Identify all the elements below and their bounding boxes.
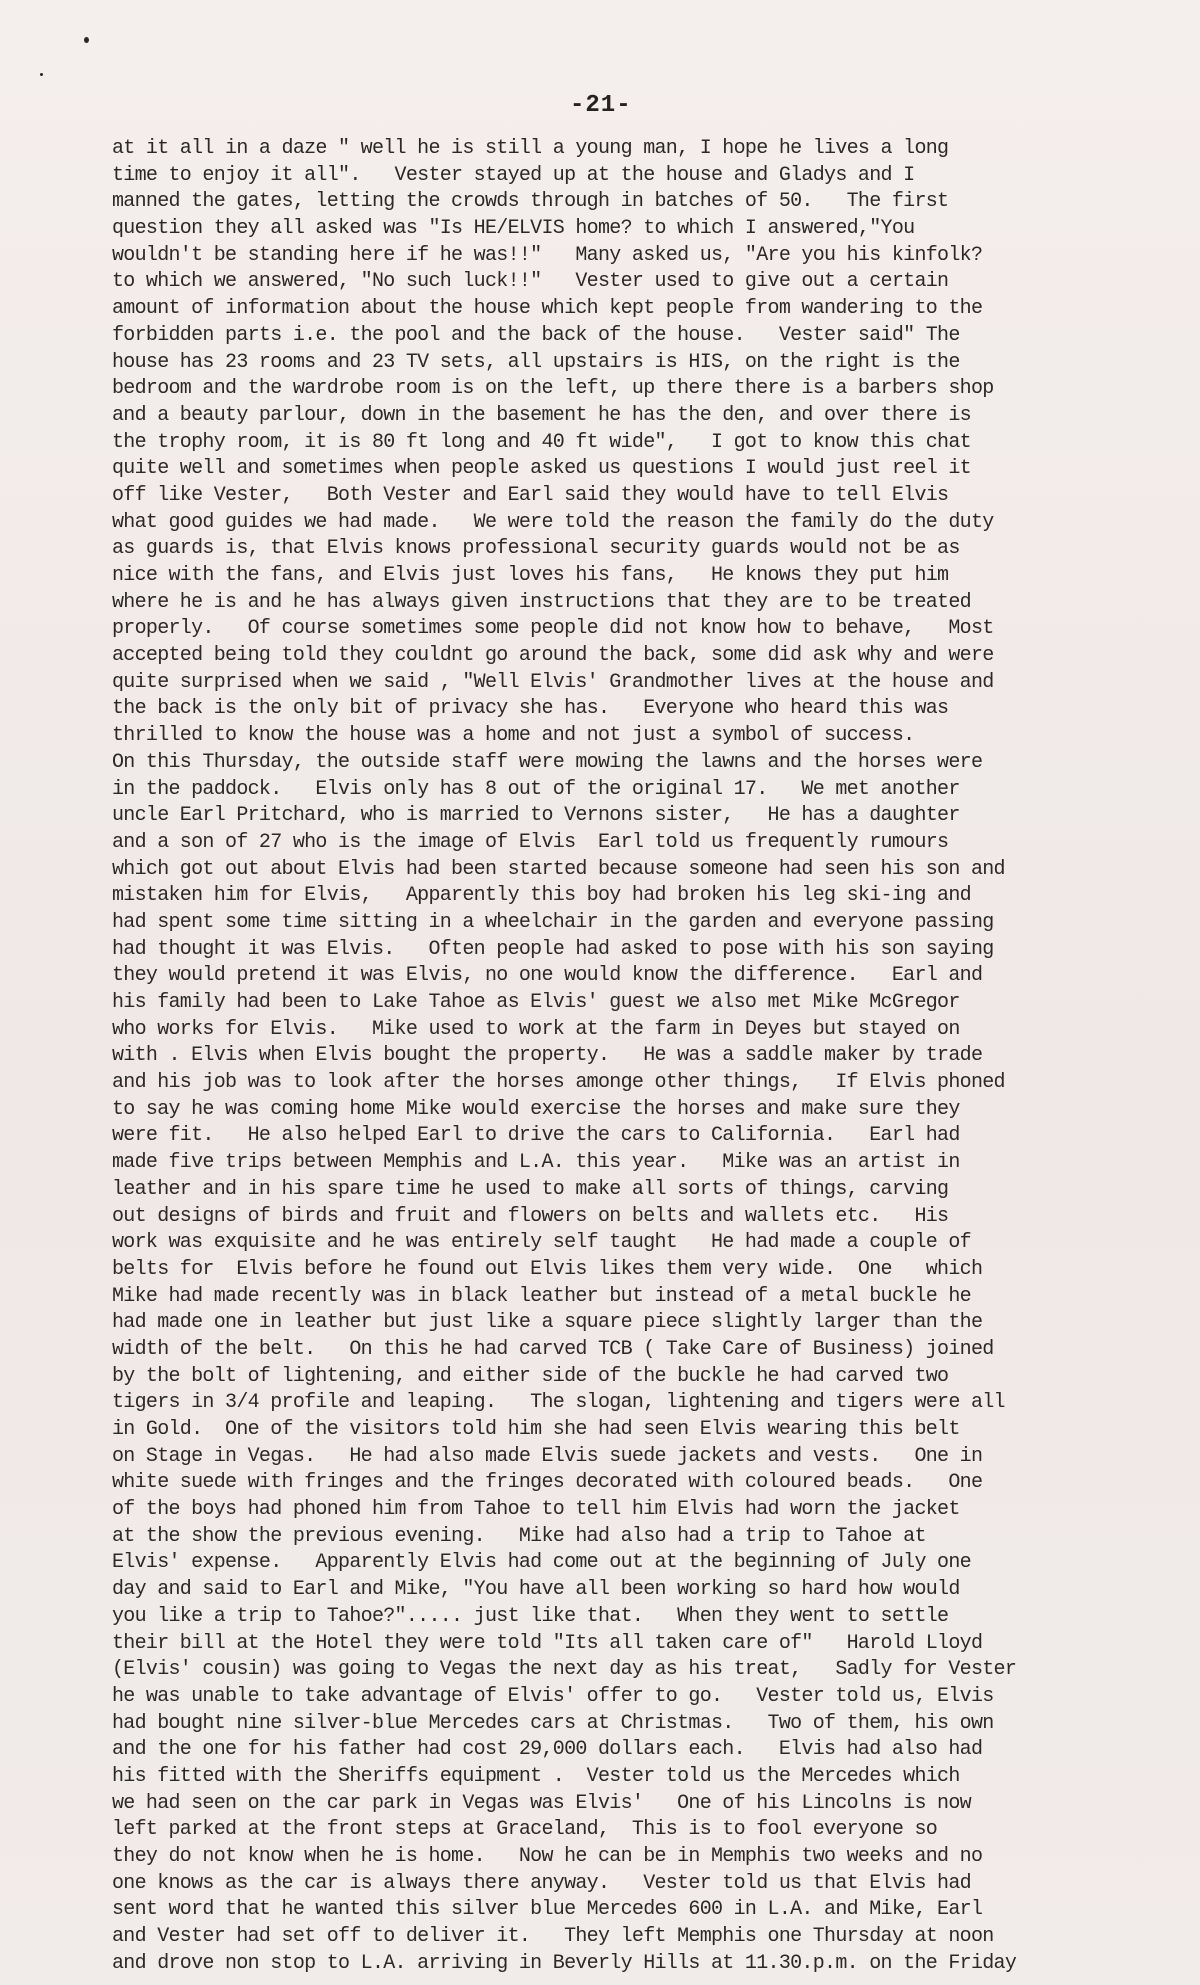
text-line: and drove non stop to L.A. arriving in Beverly Hills at 11.30.p.m. on the Friday xyxy=(112,1951,1017,1975)
text-line: and the one for his father had cost 29,000 dollars each. Elvis had also had xyxy=(112,1738,983,1762)
text-line: in Gold. One of the visitors told him she had seen Elvis wearing this belt xyxy=(112,1418,960,1441)
text-line: forbidden parts i.e. the pool and the back of the house. Vester said" The xyxy=(112,323,960,347)
text-line: accepted being told they couldnt go around the back, some did ask why and were xyxy=(112,644,994,668)
text-line: at it all in a daze " well he is still a young man, I hope he lives a long xyxy=(112,137,949,160)
text-line: of the boys had phoned him from Tahoe to tell him Elvis had worn the jacket xyxy=(112,1498,960,1522)
text-line: had bought nine silver-blue Mercedes cars at Christmas. Two of them, his own xyxy=(112,1711,994,1735)
text-line: and a beauty parlour, down in the basement he has the den, and over there is xyxy=(112,403,971,427)
text-line: he was unable to take advantage of Elvis' offer to go. Vester told us, Elvis xyxy=(112,1684,994,1708)
text-line: off like Vester, Both Vester and Earl said they would have to tell Elvis xyxy=(112,483,949,507)
text-line: what good guides we had made. We were told the reason the family do the duty xyxy=(112,510,994,534)
text-line: leather and in his spare time he used to make all sorts of things, carving xyxy=(112,1177,949,1201)
text-line: the back is the only bit of privacy she has. Everyone who heard this was xyxy=(112,697,949,721)
text-line: tigers in 3/4 profile and leaping. The slogan, lightening and tigers were all xyxy=(112,1391,1005,1415)
text-line: uncle Earl Pritchard, who is married to Vernons sister, He has a daughter xyxy=(112,804,960,828)
text-line: by the bolt of lightening, and either side of the buckle he had carved two xyxy=(112,1364,949,1388)
text-line: house has 23 rooms and 23 TV sets, all upstairs is HIS, on the right is the xyxy=(112,350,960,374)
text-line: and Vester had set off to deliver it. They left Memphis one Thursday at noon xyxy=(112,1925,994,1949)
text-line: as guards is, that Elvis knows professional security guards would not be as xyxy=(112,537,960,561)
text-line: properly. Of course sometimes some people did not know how to behave, Most xyxy=(112,617,994,641)
ink-speck xyxy=(84,37,89,43)
text-line: Mike had made recently was in black leather but instead of a metal buckle he xyxy=(112,1284,971,1308)
text-line: had thought it was Elvis. Often people had asked to pose with his son saying xyxy=(112,937,994,961)
text-line: had made one in leather but just like a square piece slightly larger than the xyxy=(112,1311,983,1335)
text-line: you like a trip to Tahoe?"..... just like that. When they went to settle xyxy=(112,1604,949,1628)
text-line: wouldn't be standing here if he was!!" Many asked us, "Are you his kinfolk? xyxy=(112,243,983,267)
text-line: made five trips between Memphis and L.A. this year. Mike was an artist in xyxy=(112,1151,960,1175)
text-line: had spent some time sitting in a wheelchair in the garden and everyone passing xyxy=(112,910,994,934)
ink-speck xyxy=(40,73,43,76)
text-line: we had seen on the car park in Vegas was Elvis' One of his Lincolns is now xyxy=(112,1791,971,1815)
text-line: and a son of 27 who is the image of Elvis Earl told us frequently rumours xyxy=(112,830,949,854)
text-line: left parked at the front steps at Graceland, This is to fool everyone so xyxy=(112,1818,938,1842)
body-text xyxy=(112,136,1192,1977)
text-line: on Stage in Vegas. He had also made Elvis suede jackets and vests. One in xyxy=(112,1444,983,1468)
text-line: his family had been to Lake Tahoe as Elvis' guest we also met Mike McGregor xyxy=(112,991,960,1014)
text-line: their bill at the Hotel they were told "Its all taken care of" Harold Lloyd xyxy=(112,1631,983,1655)
text-line: to say he was coming home Mike would exercise the horses and make sure they xyxy=(112,1097,960,1121)
text-line: in the paddock. Elvis only has 8 out of the original 17. We met another xyxy=(112,777,960,801)
text-line: were fit. He also helped Earl to drive the cars to California. Earl had xyxy=(112,1124,960,1148)
page-number: -21- xyxy=(570,92,632,119)
text-line: where he is and he has always given instructions that they are to be treated xyxy=(112,590,971,614)
text-line: mistaken him for Elvis, Apparently this boy had broken his leg ski-ing and xyxy=(112,884,971,908)
text-line: one knows as the car is always there anyway. Vester told us that Elvis had xyxy=(112,1871,971,1895)
text-line: white suede with fringes and the fringes decorated with coloured beads. One xyxy=(112,1471,983,1495)
text-line: quite surprised when we said , "Well Elvis' Grandmother lives at the house and xyxy=(112,670,994,694)
text-line: and his job was to look after the horses amonge other things, If Elvis phoned xyxy=(112,1071,1005,1095)
text-line: at the show the previous evening. Mike had also had a trip to Tahoe at xyxy=(112,1524,926,1548)
text-line: (Elvis' cousin) was going to Vegas the next day as his treat, Sadly for Vester xyxy=(112,1658,1017,1682)
text-line: day and said to Earl and Mike, "You have all been working so hard how would xyxy=(112,1578,960,1602)
text-line: Elvis' expense. Apparently Elvis had come out at the beginning of July one xyxy=(112,1551,971,1575)
text-line: quite well and sometimes when people asked us questions I would just reel it xyxy=(112,457,971,481)
text-line: belts for Elvis before he found out Elvis likes them very wide. One which xyxy=(112,1257,983,1281)
text-line: his fitted with the Sheriffs equipment . Vester told us the Mercedes which xyxy=(112,1764,960,1788)
text-line: amount of information about the house which kept people from wandering to the xyxy=(112,297,983,321)
text-line: thrilled to know the house was a home and not just a symbol of success. xyxy=(112,724,915,748)
text-line: they do not know when he is home. Now he can be in Memphis two weeks and no xyxy=(112,1845,983,1868)
text-line: who works for Elvis. Mike used to work at the farm in Deyes but stayed on xyxy=(112,1017,960,1041)
text-line: time to enjoy it all". Vester stayed up at the house and Gladys and I xyxy=(112,163,915,187)
text-line: nice with the fans, and Elvis just loves his fans, He knows they put him xyxy=(112,564,949,587)
text-line: which got out about Elvis had been started because someone had seen his son and xyxy=(112,857,1005,881)
text-line: On this Thursday, the outside staff were mowing the lawns and the horses were xyxy=(112,750,983,774)
text-line: out designs of birds and fruit and flowers on belts and wallets etc. His xyxy=(112,1204,949,1228)
text-line: manned the gates, letting the crowds through in batches of 50. The first xyxy=(112,190,949,214)
text-line: to which we answered, "No such luck!!" Vester used to give out a certain xyxy=(112,270,949,294)
text-line: work was exquisite and he was entirely self taught He had made a couple of xyxy=(112,1231,971,1255)
text-line: they would pretend it was Elvis, no one would know the difference. Earl and xyxy=(112,964,983,988)
text-line: the trophy room, it is 80 ft long and 40 ft wide", I got to know this chat xyxy=(112,430,971,454)
text-line: with . Elvis when Elvis bought the property. He was a saddle maker by trade xyxy=(112,1044,983,1068)
text-line: width of the belt. On this he had carved TCB ( Take Care of Business) joined xyxy=(112,1337,994,1361)
text-line: question they all asked was "Is HE/ELVIS home? to which I answered,"You xyxy=(112,217,915,241)
text-line: sent word that he wanted this silver blue Mercedes 600 in L.A. and Mike, Earl xyxy=(112,1898,983,1922)
text-line: bedroom and the wardrobe room is on the left, up there there is a barbers shop xyxy=(112,377,994,401)
